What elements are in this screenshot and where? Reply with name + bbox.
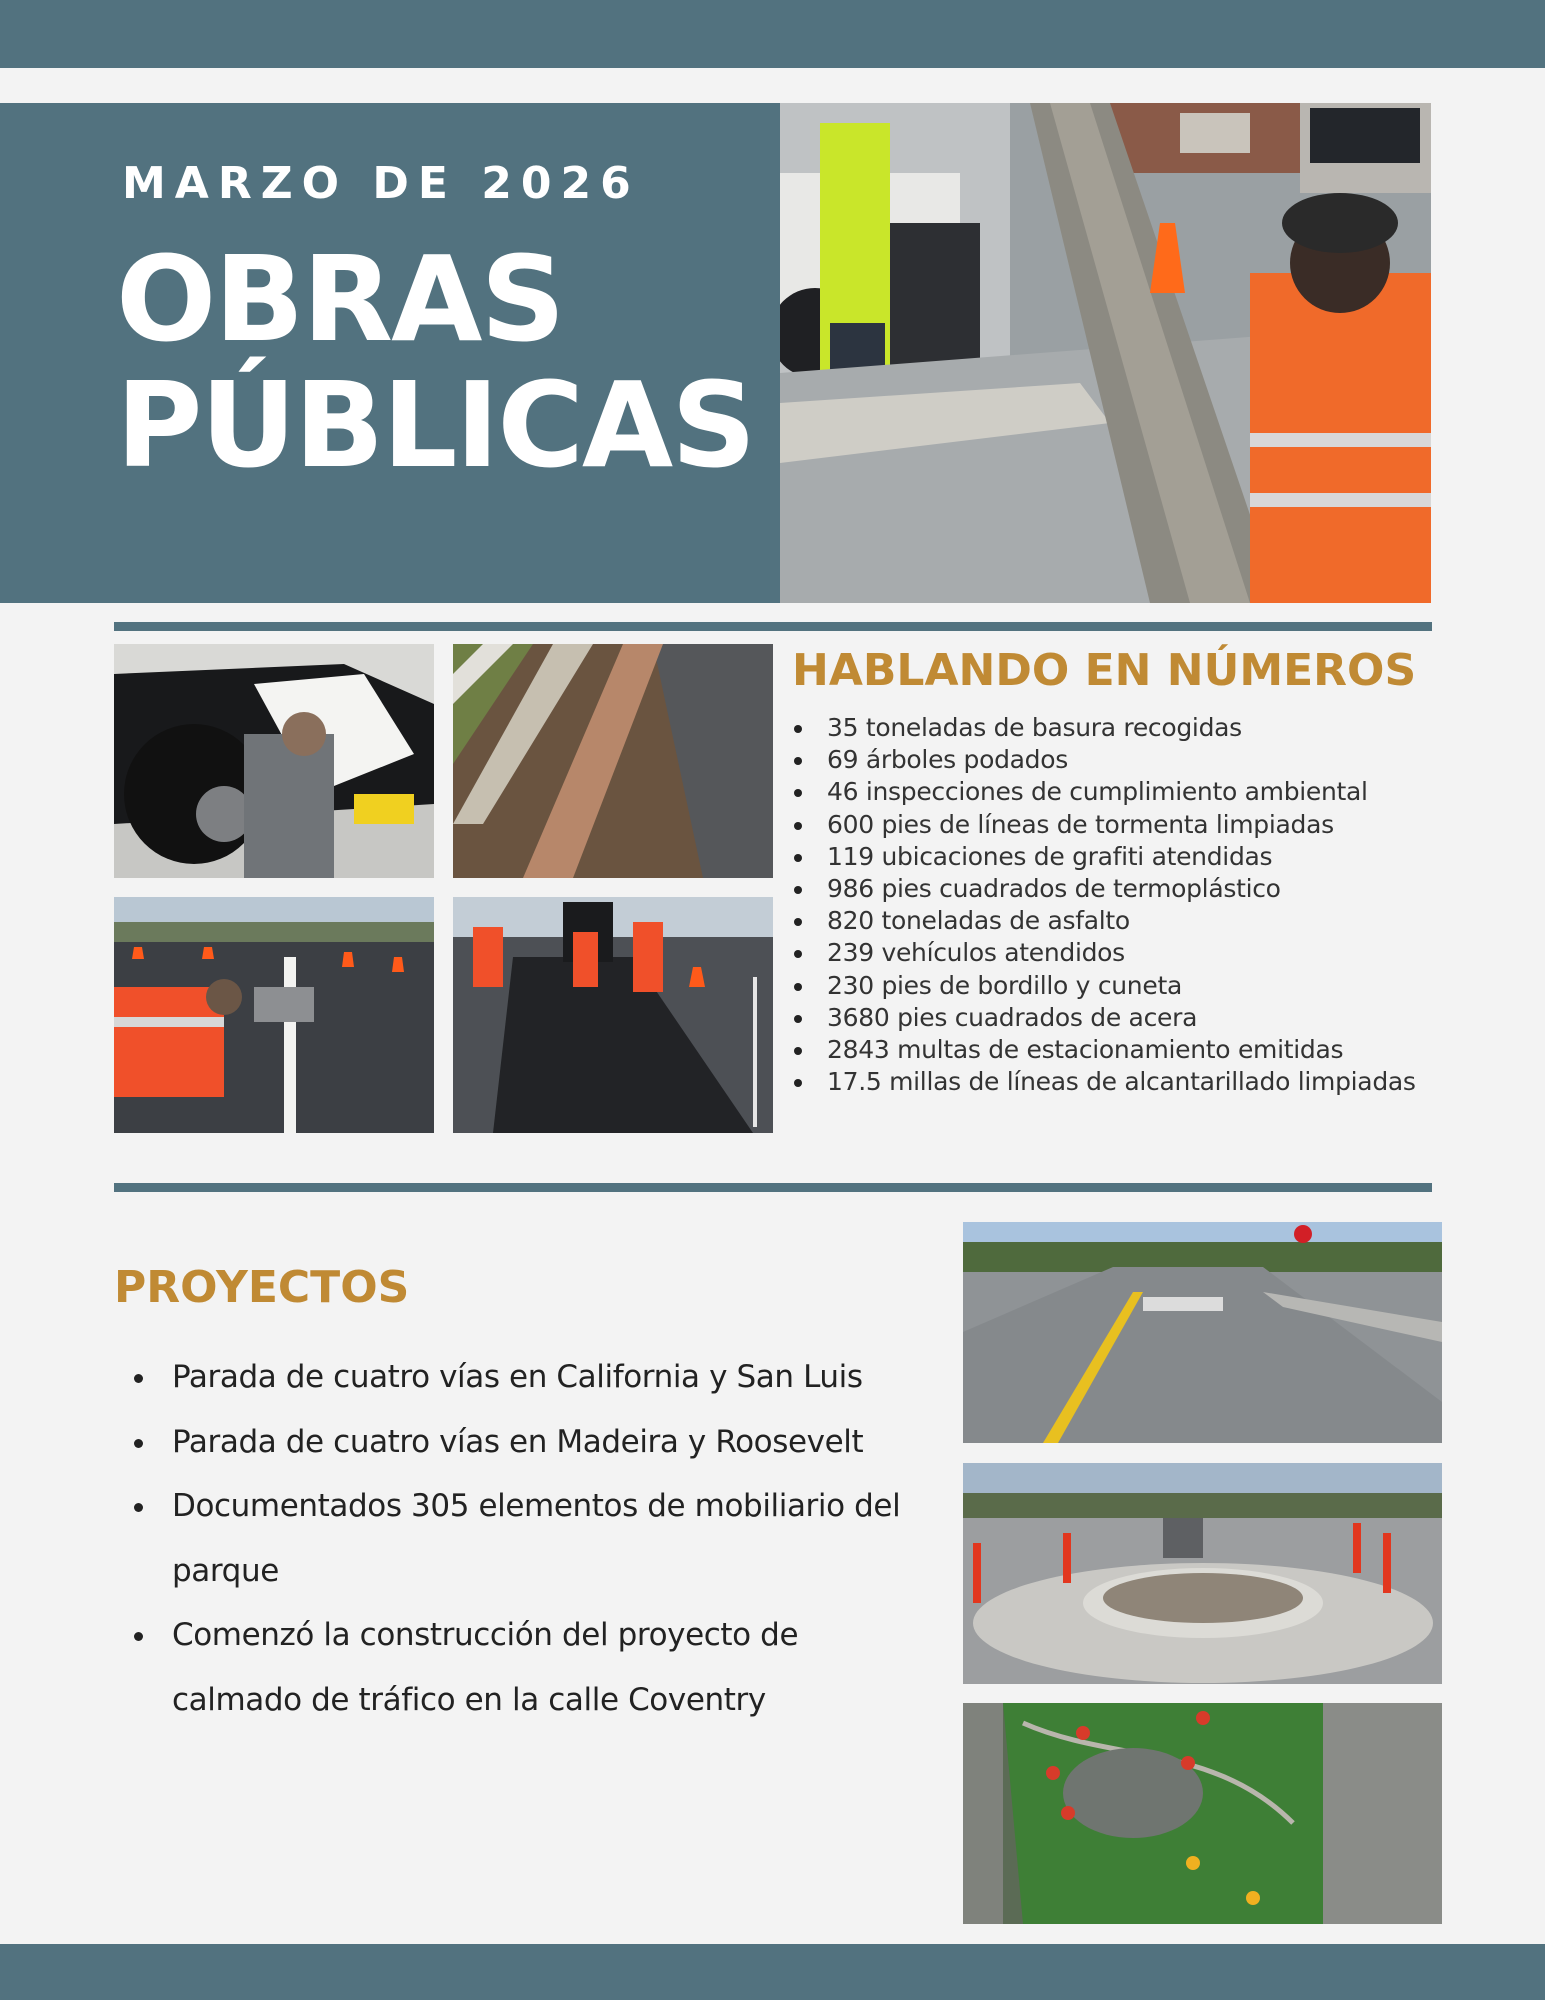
list-item: Parada de cuatro vías en Madeira y Roosevelt: [130, 1410, 930, 1475]
list-item: 986 pies cuadrados de termoplástico: [792, 873, 1452, 905]
photo-striping-crew: [114, 897, 434, 1133]
list-item: 820 toneladas de asfalto: [792, 905, 1452, 937]
list-item: 2843 multas de estacionamiento emitidas: [792, 1034, 1452, 1066]
bottom-band: [0, 1944, 1545, 2000]
numbers-list: [792, 712, 1452, 1098]
list-item: 46 inspecciones de cumplimiento ambiental: [792, 776, 1452, 808]
numbers-heading: HABLANDO EN NÚMEROS: [792, 645, 1417, 696]
list-item: 239 vehículos atendidos: [792, 937, 1452, 969]
list-item: Parada de cuatro vías en California y San Luis: [130, 1345, 930, 1410]
photo-curb-form: [453, 644, 773, 878]
list-item: 119 ubicaciones de grafiti atendidas: [792, 841, 1452, 873]
list-item: 17.5 millas de líneas de alcantarillado limpiadas: [792, 1066, 1452, 1098]
hero-photo-concrete-pour: [780, 103, 1431, 603]
page-title: [116, 230, 766, 494]
list-item: Comenzó la construcción del proyecto de calmado de tráfico en la calle Coventry: [130, 1603, 930, 1732]
list-item: 230 pies de bordillo y cuneta: [792, 970, 1452, 1002]
divider-bottom: [114, 1183, 1432, 1192]
photo-asphalt-paving: [453, 897, 773, 1133]
list-item: 600 pies de líneas de tormenta limpiadas: [792, 809, 1452, 841]
title-line-1: OBRAS: [116, 230, 564, 368]
list-item: 69 árboles podados: [792, 744, 1452, 776]
photo-traffic-circle: [963, 1463, 1442, 1684]
divider-top: [114, 622, 1432, 631]
top-band: [0, 0, 1545, 68]
projects-heading: PROYECTOS: [114, 1262, 410, 1313]
projects-list: [130, 1345, 930, 1732]
photo-park-furniture-map: [963, 1703, 1442, 1924]
photo-stop-intersection: [963, 1222, 1442, 1443]
title-line-2: PÚBLICAS: [116, 356, 755, 494]
list-item: Documentados 305 elementos de mobiliario del parque: [130, 1474, 930, 1603]
list-item: 35 toneladas de basura recogidas: [792, 712, 1452, 744]
list-item: 3680 pies cuadrados de acera: [792, 1002, 1452, 1034]
issue-date: MARZO DE 2026: [122, 158, 640, 209]
photo-vehicle-repair: [114, 644, 434, 878]
